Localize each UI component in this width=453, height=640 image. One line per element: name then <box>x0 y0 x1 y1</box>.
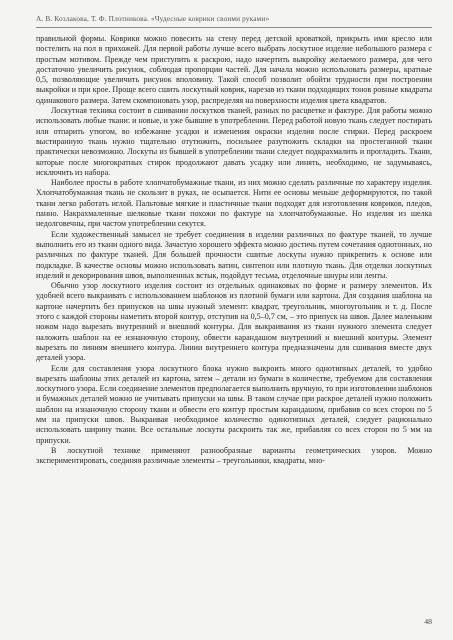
page-number: 48 <box>424 617 432 626</box>
paragraph-2: Лоскутная техника состоит в сшивании лоскутков тканей, разных по расцветке и фактуре. Для работы можно использовать любые ткани: и новые, и уже бывшие в употреблении. Перед работой новую ткань следует постирать или отпарить утюгом, во избежание усадки и изменения окраски изделия после стирки. Перед раскроем выстиранную ткань нужно тщательно отутюжить, посильнее разутюжить складки на простеганной ткани практически невозможно. Лоскуты из бывшей в употреблении ткани следует подкрахмалить и прогладить. Ткани, которые после многократных стирок продолжают давать усадку или линять, необходимо, не задумываясь, исключить из набора. <box>36 106 432 177</box>
paragraph-1: правильной формы. Коврики можно повесить на стену перед детской кроваткой, прикрыть ими кресло или постелить на пол в прихожей. Для первой работы лучше всего выбрать лоскутное изделие небольшого размера с простым мотивом. Прежде чем приступить к раскрою, надо начертить выкройку желаемого размера, для чего достаточно увеличить рисунок, соблюдая пропорции частей. Для начала можно использовать размеры, кратные 0,5, позволяющие увеличить рисунок вполовину. Такой способ позволит обойти трудности при построении выкройки и при крое. Проще всего сшить лоскутный коврик, нарезав из ткани подходящих тонов ровные квадраты одинакового размера. Затем скомпоновать узор, распределяя на поверхности изделия цвета квадратов. <box>36 34 432 105</box>
page-body <box>36 34 432 466</box>
paragraph-5: Обычно узор лоскутного изделия состоит из отдельных одинаковых по форме и размеру элементов. Их удобней всего выкраивать с использованием шаблонов из плотной бумаги или картона. Для создания шаблона на картоне начертить без припусков на швы нужный элемент: квадрат, треугольник, многоугольник и т. д. После этого с каждой стороны наметить второй контур, отступив на 0,5–0,7 см, – это припуск на швов. Далее маленьким ножом надо вырезать внутренний и внешний контуры. Для выкраивания из ткани нужного элемента следует наложить шаблон на ее изнаночную сторону, обвести карандашом внутренний и внешний контуры. Элемент вырезать по линиям внешнего контура. Линии внутреннего контура предназначены для сшивания вместе двух деталей узора. <box>36 281 432 363</box>
paragraph-6: Если для составления узора лоскутного блока нужно выкроить много однотипных деталей, то удобно вырезать шаблоны этих деталей из картона, затем – детали из бумаги в количестве, требуемом для составления лоскутного узора. Если соединение элементов предполагается выполнить вручную, то при изготовлении шаблонов и бумажных деталей можно не учитывать припуски на швы. В таком случае при раскрое деталей нужно положить шаблон на изнаночную сторону ткани и обвести его контур простым карандашом, прибавив со всех сторон по 5 мм на припуски швов. Выкраивая необходимое количество одинотипных деталей, следует рационально использовать ширину ткани. Все остальные лоскуты раскроить так же, прибавляя со всех сторон по 5 мм на припуски. <box>36 363 432 445</box>
running-header: А. В. Козлакова, Т. Ф. Плотникова. «Чудесные коврики своими руками» <box>36 14 270 23</box>
header-rule <box>36 27 432 28</box>
paragraph-4: Если художественный замысел не требует соединения в изделии различных по фактуре тканей, то лучше выполнить его из ткани одного вида. Зачастую хорошего эффекта можно достичь путем сочетания однотонных, но различных по фактуре тканей. Для большей прочности сшитые лоскуты нужно прикрепить к основе или подкладке. В качестве основы можно использовать ватин, синтепон или плотную ткань. Для отделки лоскутных изделий и декорирования швов, выполненных встык, подойдут тесьма, отделочные шнуры или ленты. <box>36 229 432 280</box>
paragraph-7: В лоскутной технике применяют разнообразные варианты геометрических узоров. Можно экспериментировать, соединяя различные элементы – треугольники, квадраты, мно- <box>36 445 432 466</box>
paragraph-3: Наиболее просты в работе хлопчатобумажные ткани, из них можно сделать различные по характеру изделия. Хлопчатобумажная ткань не скользит в руках, не осыпается. Нити ее основы меньше деформируются, по такой ткани легко работать иглой. Пальтовые мягкие и пластичные ткани подходят для изготовления ковриков, пледов, панно. Накрахмаленные шелковые ткани похожи по фактуре на хлопчатобумажные. Но изделия из шелка недолговечны, при частом употреблении секутся. <box>36 178 432 229</box>
